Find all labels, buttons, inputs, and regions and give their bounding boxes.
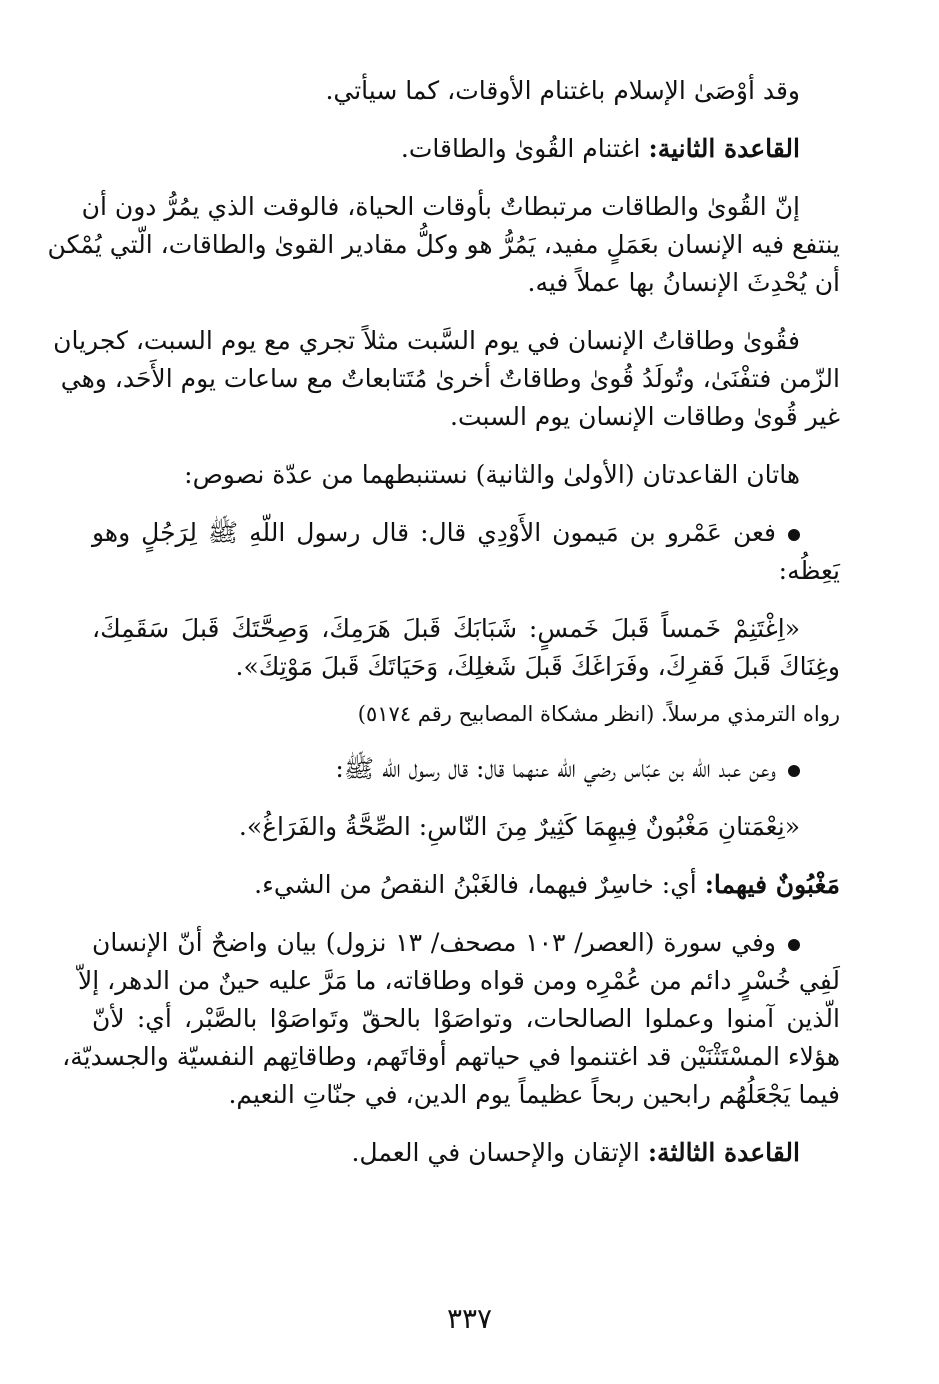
rule-two-label: القاعدة الثانية: (648, 134, 800, 163)
paragraph-two-rules (92, 456, 840, 494)
text-line: غير قُوىٰ وطاقات الإنسان يوم السبت. (450, 402, 840, 431)
bullet-amr-hadith (92, 514, 840, 590)
text-line: يَعِظُه: (778, 556, 840, 585)
bullet-icon (788, 939, 800, 951)
text-line: وقد أوْصَىٰ الإسلام باغتنام الأوقات، كما سيأتي. (325, 76, 800, 105)
rule-three-label: القاعدة الثالثة: (647, 1138, 800, 1167)
page-number: ٣٣٧ (446, 1302, 493, 1335)
reference-line: رواه الترمذي مرسلاً. (انظر مشكاة المصابيح رقم ٥١٧٤) (357, 702, 840, 726)
bullet-icon (788, 765, 800, 777)
text-line: ينتفع فيه الإنسان بعَمَلٍ مفيد، يَمُرُّ هو وكلُّ مقادير القوىٰ والطاقات، الّتي يُمْكن (47, 230, 840, 259)
paragraph-saturday (53, 322, 840, 436)
text-line: فعن عَمْرو بن مَيمون الأَوْدِي قال: قال رسول اللّهِ ﷺ لِرَجُلٍ وهو (92, 518, 776, 547)
bullet-ibn-abbas (92, 750, 840, 788)
hadith-quote-five (92, 610, 840, 686)
text-line: إنّ القُوىٰ والطاقات مرتبطاتٌ بأوقات الحياة، فالوقت الذي يمُرُّ دون أن (81, 192, 800, 221)
rule-three-text: الإتقان والإحسان في العمل. (351, 1138, 640, 1167)
text-line: «اِغْتَنِمْ خَمساً قَبلَ خَمسٍ: شَبَابَكَ قَبلَ هَرَمِكَ، وَصِحَّتَكَ قَبلَ سَقَمِكَ، (92, 614, 800, 643)
text-line: وفي سورة (العصر/ ١٠٣ مصحف/ ١٣ نزول) بيان واضحٌ أنّ الإنسان (92, 928, 776, 957)
definition-term: مَغْبُونٌ فيهما: (704, 870, 840, 899)
rule-two-text: اغتنام القُوىٰ والطاقات. (400, 134, 641, 163)
text-line: وغِنَاكَ قَبلَ فَقرِكَ، وفَرَاغَكَ قَبلَ شَغلِكَ، وَحَيَاتَكَ قَبلَ مَوْتِكَ». (235, 652, 840, 681)
rule-three-heading (92, 1134, 840, 1172)
bullet-icon (788, 529, 800, 541)
text-line: وعن عبد الله بن عبّاس رضي الله عنهما قال: قال رسول الله ﷺ: (335, 754, 776, 783)
page-body (47, 72, 840, 1192)
bullet-surat-asr (62, 924, 840, 1114)
text-line: لَفِي خُسْرٍ دائم من عُمْرِه ومن قواه وطاقاته، ما مَرَّ عليه حينٌ من الدهر، إلاّ (78, 966, 840, 995)
hadith-quote-two-blessings (92, 808, 840, 846)
rule-two-heading (92, 130, 840, 168)
paragraph-intro (92, 72, 840, 110)
text-line: الزّمن فتفْنَىٰ، وتُولَدُ قُوىٰ وطاقاتٌ أخرىٰ مُتَتابعاتٌ مع ساعات يوم الأَحَد، وهي (60, 364, 840, 393)
text-line: «نِعْمَتانِ مَغْبُونٌ فِيهِمَا كَثِيرٌ مِنَ النّاسِ: الصِّحَّةُ والفَرَاغُ». (238, 812, 800, 841)
text-line: هاتان القاعدتان (الأولىٰ والثانية) نستنبطهما من عدّة نصوص: (184, 460, 800, 489)
text-line: الّذين آمنوا وعملوا الصالحات، وتواصَوْا بالحقّ وتَواصَوْا بالصَّبْر، أي: لأنّ (92, 1004, 840, 1033)
paragraph-powers (47, 188, 840, 302)
text-line: أن يُحْدِثَ الإنسانُ بها عملاً فيه. (527, 268, 840, 297)
definition-text: أي: خاسِرٌ فيهما، فالغَبْنُ النقصُ من الشيء. (254, 870, 697, 899)
text-line: فقُوىٰ وطاقاتُ الإنسان في يوم السَّبت مثلاً تجري مع يوم السبت، كجريان (53, 326, 800, 355)
definition-maghboon (92, 866, 840, 904)
text-line: هؤلاء المسْتَثْنَيْن قد اغتنموا في حياتهم أوقاتَهم، وطاقاتِهم النفسيّة والجسديّة، (62, 1042, 840, 1071)
text-line: فيما يَجْعَلُهُم رابحين ربحاً عظيماً يوم الدين، في جنّاتِ النعيم. (228, 1080, 840, 1109)
hadith-reference (92, 698, 840, 730)
